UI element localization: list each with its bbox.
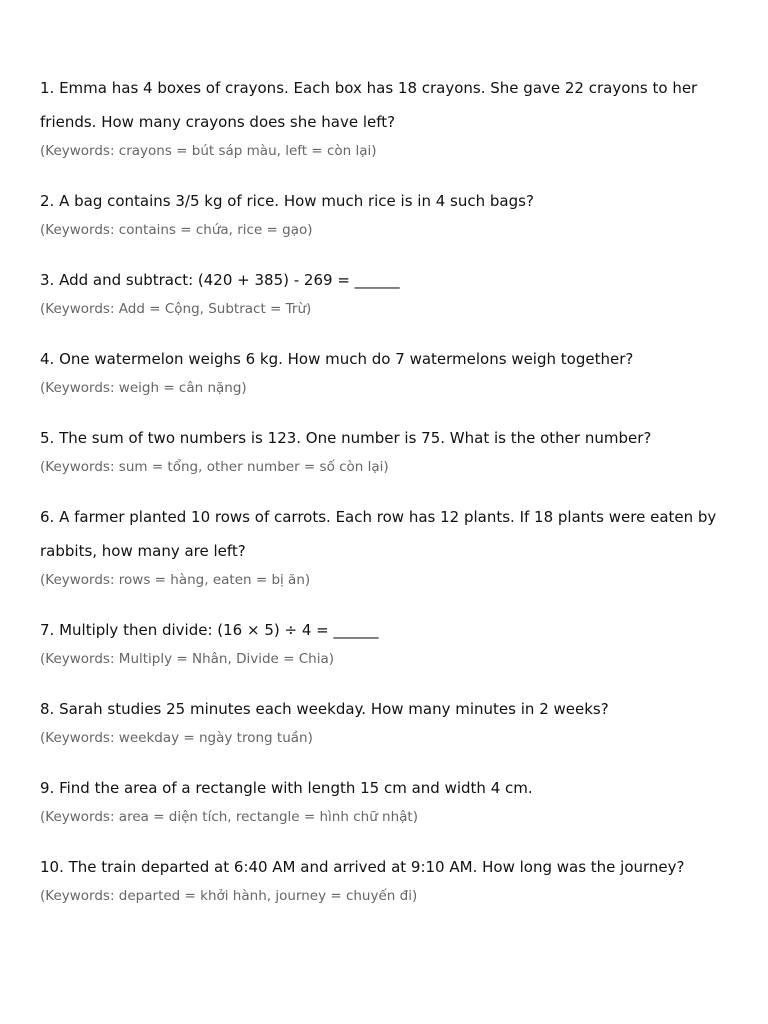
- question-text: 8. Sarah studies 25 minutes each weekday. How many minutes in 2 weeks?: [40, 700, 609, 718]
- question-keywords: (Keywords: weigh = cân nặng): [40, 380, 247, 396]
- question-10: [40, 850, 738, 908]
- question-keywords: (Keywords: rows = hàng, eaten = bị ăn): [40, 572, 311, 588]
- question-6: [40, 500, 738, 592]
- question-keywords: (Keywords: area = diện tích, rectangle = hình chữ nhật): [40, 809, 418, 825]
- question-3: [40, 263, 738, 321]
- question-keywords: (Keywords: departed = khởi hành, journey = chuyến đi): [40, 888, 418, 904]
- question-8: [40, 692, 738, 750]
- question-text: 5. The sum of two numbers is 123. One number is 75. What is the other number?: [40, 429, 652, 447]
- question-2: [40, 184, 738, 242]
- question-keywords: (Keywords: contains = chứa, rice = gạo): [40, 222, 313, 238]
- question-9: [40, 771, 738, 829]
- question-text: 3. Add and subtract: (420 + 385) - 269 = ______: [40, 271, 400, 289]
- question-keywords: (Keywords: Multiply = Nhân, Divide = Chia): [40, 651, 334, 667]
- question-keywords: (Keywords: weekday = ngày trong tuần): [40, 730, 313, 746]
- question-5: [40, 421, 738, 479]
- question-text: 4. One watermelon weighs 6 kg. How much do 7 watermelons weigh together?: [40, 350, 634, 368]
- question-text: 1. Emma has 4 boxes of crayons. Each box has 18 crayons. She gave 22 crayons to her friends. How many crayons does she have left?: [40, 79, 698, 131]
- question-1: [40, 71, 738, 163]
- question-keywords: (Keywords: Add = Cộng, Subtract = Trừ): [40, 301, 312, 317]
- question-text: 10. The train departed at 6:40 AM and arrived at 9:10 AM. How long was the journey?: [40, 858, 685, 876]
- question-keywords: (Keywords: sum = tổng, other number = số còn lại): [40, 459, 389, 475]
- question-keywords: (Keywords: crayons = bút sáp màu, left = còn lại): [40, 143, 377, 159]
- question-7: [40, 613, 738, 671]
- question-text: 6. A farmer planted 10 rows of carrots. Each row has 12 plants. If 18 plants were eaten by rabbits, how many are left?: [40, 508, 717, 560]
- question-text: 9. Find the area of a rectangle with length 15 cm and width 4 cm.: [40, 779, 533, 797]
- question-text: 7. Multiply then divide: (16 × 5) ÷ 4 = ______: [40, 621, 379, 639]
- question-text: 2. A bag contains 3/5 kg of rice. How much rice is in 4 such bags?: [40, 192, 534, 210]
- question-4: [40, 342, 738, 400]
